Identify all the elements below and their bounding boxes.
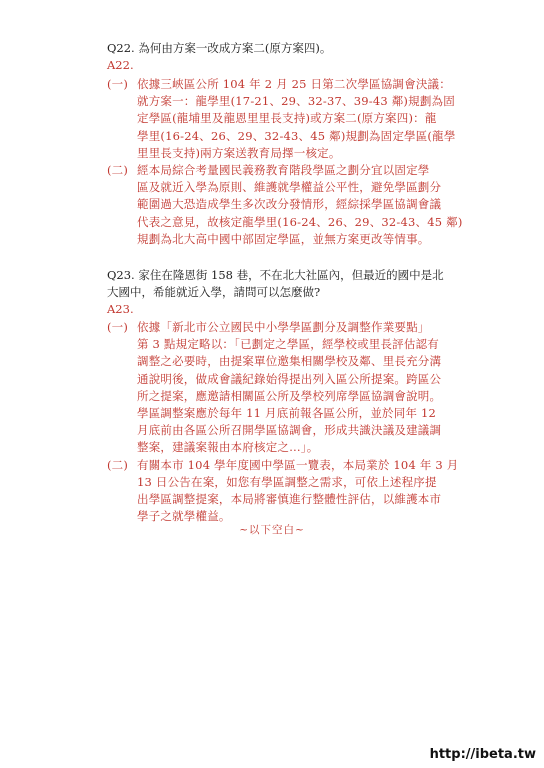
text-line: 通說明後，做成會議紀錄始得提出列入區公所提案。跨區公 bbox=[137, 371, 442, 386]
text-line: Q23. 家住在隆恩街 158 巷，不在北大社區內，但最近的國中是北 bbox=[107, 268, 444, 282]
text-line: 規劃為北大高中國中部固定學區，並無方案更改等情事。 bbox=[137, 231, 430, 246]
text-line: 月底前由各區公所召開學區協調會，形成共識決議及建議調 bbox=[137, 423, 442, 438]
item-text bbox=[137, 162, 467, 248]
text-line: 就方案一：龍學里(17-21、29、32-37、39-43 鄰)規劃為固 bbox=[137, 94, 455, 109]
item-text bbox=[137, 457, 467, 526]
text-line: 有關本市 104 學年度國中學區一覽表，本局業於 104 年 3 月 bbox=[137, 457, 459, 472]
text-line: 所之提案，應邀請相關區公所及學校列席學區協調會說明。 bbox=[137, 388, 442, 403]
answer-a23-item-1 bbox=[107, 319, 467, 457]
answer-a22-item-1 bbox=[107, 76, 467, 162]
text-line: 經本局綜合考量國民義務教育階段學區之劃分宜以固定學 bbox=[137, 163, 430, 178]
text-line: 第 3 點規定略以：「已劃定之學區，經學校或里長評估認有 bbox=[137, 337, 439, 352]
watermark-url: http://ibeta.tw bbox=[429, 747, 536, 762]
answer-label-a23: A23. bbox=[107, 302, 134, 316]
text-line: 代表之意見，故核定龍學里(16-24、26、29、32-43、45 鄰) bbox=[137, 214, 463, 229]
faq-q23 bbox=[107, 267, 467, 525]
text-line: 13 日公告在案，如您有學區調整之需求，可依上述程序提 bbox=[137, 474, 437, 489]
answer-label-a22: A22. bbox=[107, 58, 134, 72]
text-line: 出學區調整提案，本局將審慎進行整體性評估，以維護本市 bbox=[137, 492, 442, 507]
text-line: 里里長支持)兩方案送教育局擇一核定。 bbox=[137, 145, 341, 160]
text-line: 學子之就學權益。 bbox=[137, 509, 231, 524]
item-number: (一) bbox=[107, 77, 129, 91]
text-line: 定學區(龍埔里及龍恩里里長支持)或方案二(原方案四)：龍 bbox=[137, 111, 437, 126]
question-q23 bbox=[107, 267, 467, 301]
question-q22: Q22. 為何由方案一改成方案二(原方案四)。 bbox=[107, 41, 332, 55]
answer-a23-item-2 bbox=[107, 457, 467, 526]
text-line: 區及就近入學為原則、維護就學權益公平性，避免學區劃分 bbox=[137, 180, 442, 195]
item-number: (二) bbox=[107, 163, 129, 178]
text-line: 學里(16-24、26、29、32-43、45 鄰)規劃為固定學區(龍學 bbox=[137, 128, 456, 143]
end-blank-note: ~以下空白~ bbox=[239, 524, 305, 536]
item-text bbox=[137, 319, 467, 457]
faq-q22 bbox=[107, 40, 467, 248]
text-line: 依據「新北市公立國民中小學學區劃分及調整作業要點」 bbox=[137, 320, 430, 334]
text-line: 學區調整案應於每年 11 月底前報各區公所，並於同年 12 bbox=[137, 406, 437, 421]
text-line: 大國中，希能就近入學，請問可以怎麼做? bbox=[107, 285, 321, 299]
answer-a22-item-2 bbox=[107, 162, 467, 248]
text-line: 範圍過大恐造成學生多次改分發情形，經綜採學區協調會議 bbox=[137, 197, 442, 212]
text-line: 整案，建議案報由本府核定之…」。 bbox=[137, 440, 319, 455]
item-number: (二) bbox=[107, 457, 129, 472]
text-line: 調整之必要時，由提案單位邀集相關學校及鄰、里長充分溝 bbox=[137, 354, 442, 369]
item-text bbox=[137, 76, 467, 162]
text-line: 依據三峽區公所 104 年 2 月 25 日第二次學區協調會決議： bbox=[137, 77, 451, 91]
item-number: (一) bbox=[107, 320, 129, 334]
